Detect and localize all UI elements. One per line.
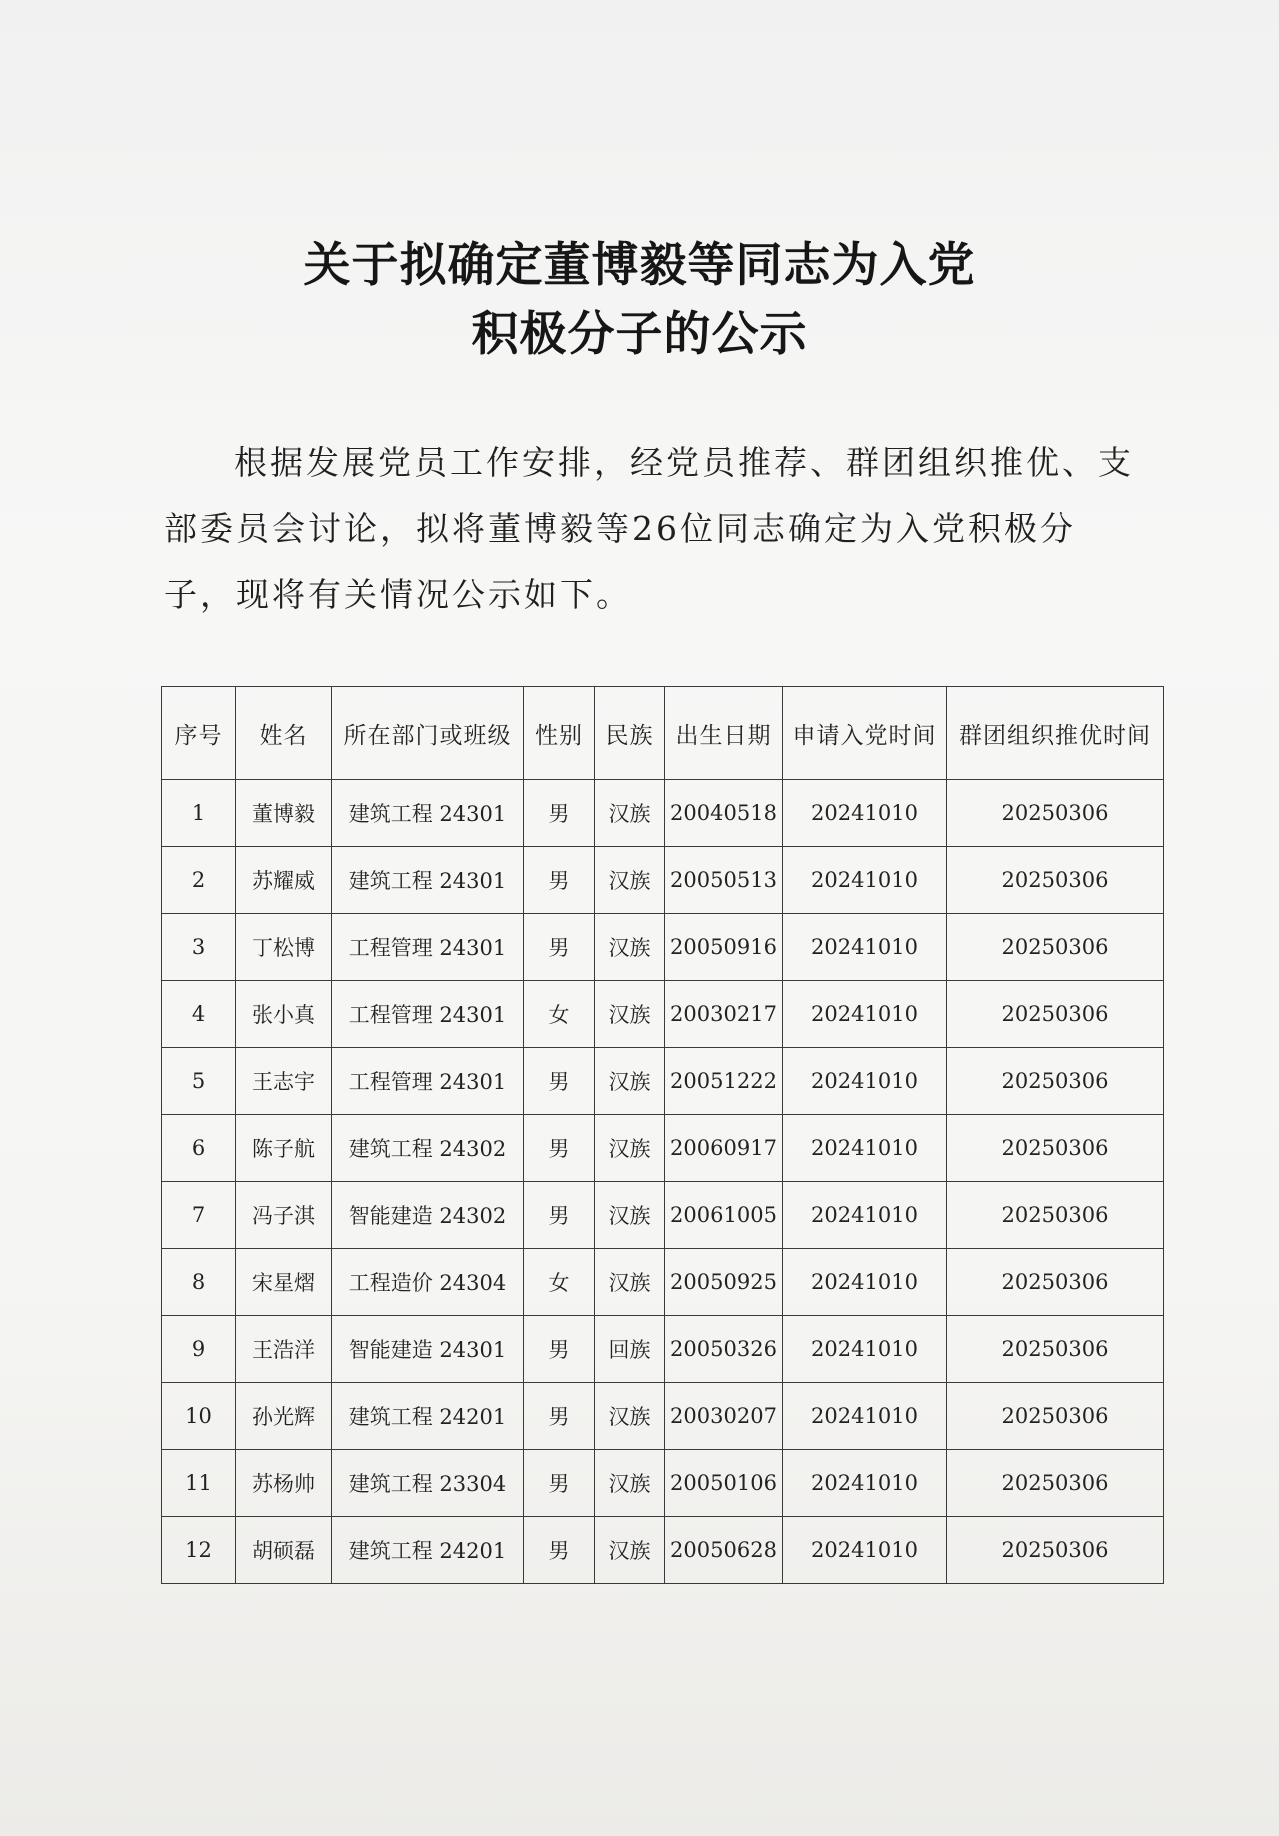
- cell-index: 12: [162, 1517, 236, 1584]
- cell-name: 王志宇: [236, 1048, 332, 1115]
- cell-name: 陈子航: [236, 1115, 332, 1182]
- cell-application-date: 20241010: [783, 1517, 947, 1584]
- cell-recommendation-date: 20250306: [947, 780, 1164, 847]
- cell-name: 孙光辉: [236, 1383, 332, 1450]
- intro-paragraph: [164, 430, 1134, 628]
- cell-application-date: 20241010: [783, 1316, 947, 1383]
- cell-name: 丁松博: [236, 914, 332, 981]
- table-row: [162, 1249, 1164, 1316]
- cell-application-date: 20241010: [783, 981, 947, 1048]
- table-row: [162, 914, 1164, 981]
- table-row: [162, 1383, 1164, 1450]
- cell-application-date: 20241010: [783, 780, 947, 847]
- cell-application-date: 20241010: [783, 1450, 947, 1517]
- cell-name: 胡硕磊: [236, 1517, 332, 1584]
- cell-ethnicity: 汉族: [595, 1450, 665, 1517]
- header-department: 所在部门或班级: [332, 687, 524, 780]
- cell-recommendation-date: 20250306: [947, 1383, 1164, 1450]
- cell-name: 宋星熠: [236, 1249, 332, 1316]
- cell-ethnicity: 汉族: [595, 1115, 665, 1182]
- cell-ethnicity: 汉族: [595, 981, 665, 1048]
- cell-gender: 男: [524, 1115, 595, 1182]
- cell-recommendation-date: 20250306: [947, 1316, 1164, 1383]
- cell-department: 工程造价 24304: [332, 1249, 524, 1316]
- cell-ethnicity: 汉族: [595, 914, 665, 981]
- cell-recommendation-date: 20250306: [947, 1048, 1164, 1115]
- cell-department: 工程管理 24301: [332, 1048, 524, 1115]
- cell-gender: 男: [524, 1517, 595, 1584]
- cell-birth-date: 20050925: [665, 1249, 783, 1316]
- header-application-date: 申请入党时间: [783, 687, 947, 780]
- cell-birth-date: 20050628: [665, 1517, 783, 1584]
- cell-department: 建筑工程 24301: [332, 780, 524, 847]
- cell-birth-date: 20050326: [665, 1316, 783, 1383]
- cell-index: 4: [162, 981, 236, 1048]
- cell-index: 8: [162, 1249, 236, 1316]
- cell-recommendation-date: 20250306: [947, 1517, 1164, 1584]
- cell-application-date: 20241010: [783, 1182, 947, 1249]
- cell-application-date: 20241010: [783, 1115, 947, 1182]
- cell-department: 智能建造 24301: [332, 1316, 524, 1383]
- table-row: [162, 1048, 1164, 1115]
- cell-gender: 女: [524, 981, 595, 1048]
- cell-recommendation-date: 20250306: [947, 1115, 1164, 1182]
- cell-ethnicity: 汉族: [595, 1517, 665, 1584]
- candidate-table: [161, 686, 1164, 1584]
- cell-gender: 男: [524, 847, 595, 914]
- cell-department: 工程管理 24301: [332, 914, 524, 981]
- cell-application-date: 20241010: [783, 1048, 947, 1115]
- cell-application-date: 20241010: [783, 1249, 947, 1316]
- cell-name: 王浩洋: [236, 1316, 332, 1383]
- cell-index: 11: [162, 1450, 236, 1517]
- cell-department: 建筑工程 24201: [332, 1517, 524, 1584]
- cell-application-date: 20241010: [783, 914, 947, 981]
- cell-recommendation-date: 20250306: [947, 914, 1164, 981]
- header-birth-date: 出生日期: [665, 687, 783, 780]
- cell-gender: 男: [524, 1182, 595, 1249]
- cell-ethnicity: 汉族: [595, 847, 665, 914]
- cell-gender: 男: [524, 1048, 595, 1115]
- document-title-line1: 关于拟确定董博毅等同志为入党: [303, 238, 976, 293]
- table-row: [162, 981, 1164, 1048]
- cell-birth-date: 20060917: [665, 1115, 783, 1182]
- cell-department: 智能建造 24302: [332, 1182, 524, 1249]
- cell-recommendation-date: 20250306: [947, 847, 1164, 914]
- cell-department: 建筑工程 24301: [332, 847, 524, 914]
- table-row: [162, 1115, 1164, 1182]
- table-row: [162, 1182, 1164, 1249]
- cell-birth-date: 20050106: [665, 1450, 783, 1517]
- cell-ethnicity: 汉族: [595, 780, 665, 847]
- cell-gender: 男: [524, 1450, 595, 1517]
- cell-birth-date: 20050513: [665, 847, 783, 914]
- table-row: [162, 1316, 1164, 1383]
- table-row: [162, 780, 1164, 847]
- cell-recommendation-date: 20250306: [947, 981, 1164, 1048]
- header-ethnicity: 民族: [595, 687, 665, 780]
- table-row: [162, 1450, 1164, 1517]
- cell-recommendation-date: 20250306: [947, 1450, 1164, 1517]
- cell-index: 7: [162, 1182, 236, 1249]
- cell-birth-date: 20030217: [665, 981, 783, 1048]
- cell-gender: 男: [524, 780, 595, 847]
- table-row: [162, 847, 1164, 914]
- cell-gender: 男: [524, 914, 595, 981]
- cell-department: 建筑工程 24302: [332, 1115, 524, 1182]
- cell-index: 6: [162, 1115, 236, 1182]
- cell-application-date: 20241010: [783, 847, 947, 914]
- cell-index: 9: [162, 1316, 236, 1383]
- intro-paragraph-text: 根据发展党员工作安排，经党员推荐、群团组织推优、支部委员会讨论，拟将董博毅等26位同志确定为入党积极分子，现将有关情况公示如下。: [164, 443, 1134, 614]
- cell-birth-date: 20040518: [665, 780, 783, 847]
- cell-department: 工程管理 24301: [332, 981, 524, 1048]
- cell-ethnicity: 回族: [595, 1316, 665, 1383]
- cell-name: 苏杨帅: [236, 1450, 332, 1517]
- cell-name: 张小真: [236, 981, 332, 1048]
- cell-gender: 女: [524, 1249, 595, 1316]
- cell-recommendation-date: 20250306: [947, 1249, 1164, 1316]
- table-body: [162, 780, 1164, 1584]
- cell-birth-date: 20051222: [665, 1048, 783, 1115]
- cell-ethnicity: 汉族: [595, 1182, 665, 1249]
- header-index: 序号: [162, 687, 236, 780]
- cell-name: 董博毅: [236, 780, 332, 847]
- cell-application-date: 20241010: [783, 1383, 947, 1450]
- cell-index: 5: [162, 1048, 236, 1115]
- cell-recommendation-date: 20250306: [947, 1182, 1164, 1249]
- cell-gender: 男: [524, 1383, 595, 1450]
- header-gender: 性别: [524, 687, 595, 780]
- cell-index: 1: [162, 780, 236, 847]
- cell-ethnicity: 汉族: [595, 1048, 665, 1115]
- document-title-line2: 积极分子的公示: [471, 307, 808, 362]
- header-name: 姓名: [236, 687, 332, 780]
- cell-index: 2: [162, 847, 236, 914]
- cell-birth-date: 20061005: [665, 1182, 783, 1249]
- cell-department: 建筑工程 24201: [332, 1383, 524, 1450]
- cell-ethnicity: 汉族: [595, 1249, 665, 1316]
- cell-name: 苏耀威: [236, 847, 332, 914]
- table-header-row: [162, 687, 1164, 780]
- cell-department: 建筑工程 23304: [332, 1450, 524, 1517]
- cell-index: 10: [162, 1383, 236, 1450]
- header-recommendation-date: 群团组织推优时间: [947, 687, 1164, 780]
- cell-birth-date: 20050916: [665, 914, 783, 981]
- cell-gender: 男: [524, 1316, 595, 1383]
- cell-name: 冯子淇: [236, 1182, 332, 1249]
- table-row: [162, 1517, 1164, 1584]
- cell-ethnicity: 汉族: [595, 1383, 665, 1450]
- cell-index: 3: [162, 914, 236, 981]
- cell-birth-date: 20030207: [665, 1383, 783, 1450]
